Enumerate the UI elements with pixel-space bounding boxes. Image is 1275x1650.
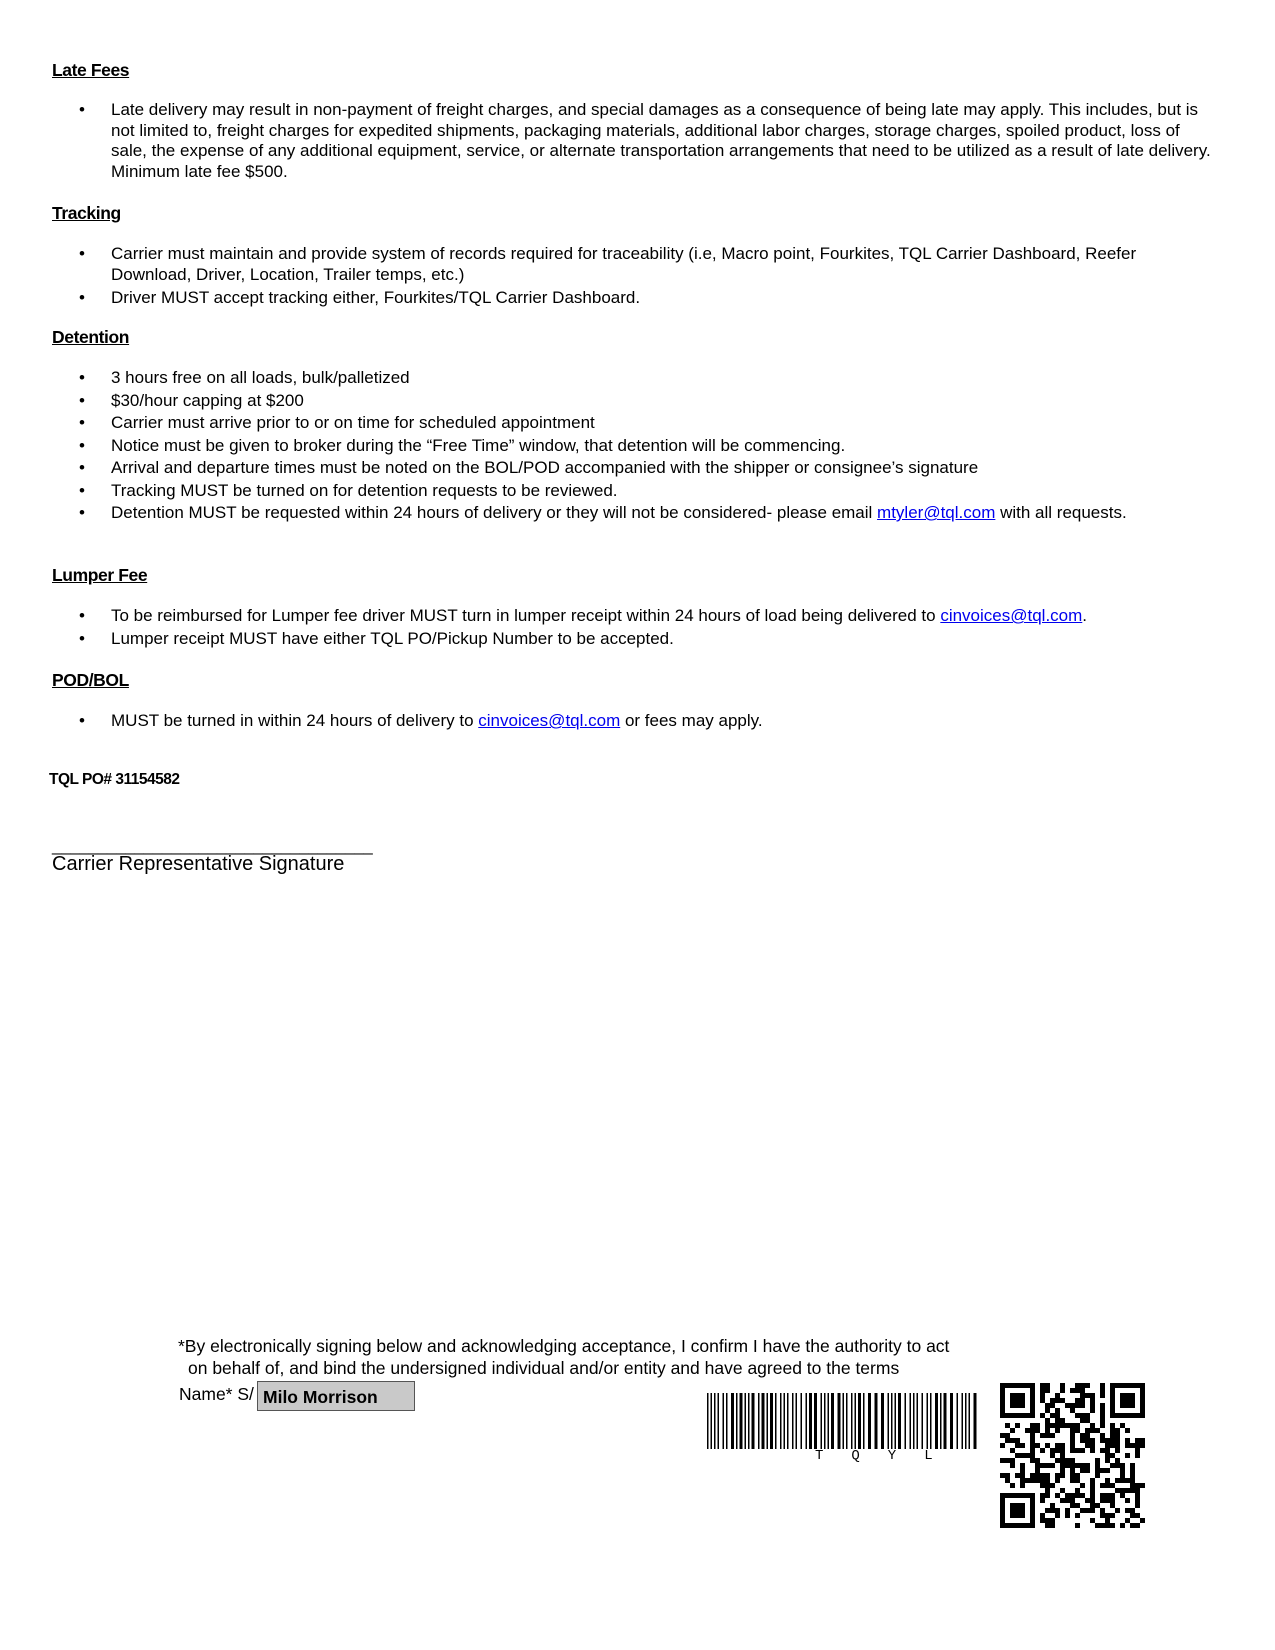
list-item [52,367,1212,388]
bullet-icon: • [79,480,85,500]
tracking-list [52,243,1212,308]
late-fees-text: Late delivery may result in non-payment of freight charges, and special damages as a consequence of being late may apply. This includes, but is not limited to, freight charges for expedited shipments, packaging materials, additional labor charges, storage charges, spoiled product, loss of sale, the expense of any additional equipment, service, or alternate transportation arrangements that need to be utilized as a result of late delivery. Minimum late fee $500. [111,100,1211,181]
signature-line: ___________________________________ [52,836,373,855]
pod-bol-section [52,670,1212,733]
lumper-fee-list [52,605,1212,649]
detention-item: Tracking MUST be turned on for detention requests to be reviewed. [111,480,618,500]
name-input[interactable]: Milo Morrison [257,1381,415,1411]
list-item [52,605,1212,626]
detention-item: 3 hours free on all loads, bulk/palletized [111,368,410,387]
detention-item: $30/hour capping at $200 [111,390,304,410]
list-item [52,480,1212,501]
list-item [52,412,1212,433]
tracking-section [52,203,1212,309]
pod-bol-heading: POD/BOL [52,670,129,690]
lumper-item: Lumper receipt MUST have either TQL PO/Pickup Number to be accepted. [111,628,674,648]
name-label: Name* S/ [179,1384,254,1404]
barcode-icon [707,1393,979,1449]
tracking-item: Carrier must maintain and provide system of records required for traceability (i.e, Macro point, Fourkites, TQL Carrier Dashboard, Reefer Download, Driver, Location, Trailer temps, etc.) [111,244,1137,284]
bullet-icon: • [79,503,85,522]
email-link-cinvoices[interactable]: cinvoices@tql.com [940,606,1083,625]
lumper-item-text-end: . [1082,606,1088,625]
email-link-mtyler[interactable]: mtyler@tql.com [877,503,996,522]
bullet-icon: • [79,606,85,625]
qr-code-icon [1000,1383,1145,1528]
lumper-fee-heading: Lumper Fee [52,565,148,585]
detention-list [52,367,1212,523]
bullet-icon: • [79,628,85,648]
detention-item: Arrival and departure times must be noted on the BOL/POD accompanied with the shipper or consignee’s signature [111,458,979,477]
detention-item: Notice must be given to broker during the “Free Time” window, that detention will be commencing. [111,435,846,455]
list-item [52,243,1212,285]
po-number: TQL PO# 31154582 [49,771,180,788]
disclaimer [178,1335,949,1379]
bullet-icon: • [79,711,85,730]
list-item [52,710,1212,731]
disclaimer-line-2: on behalf of, and bind the undersigned individual and/or entity and have agreed to the terms [188,1358,900,1378]
email-link-cinvoices[interactable]: cinvoices@tql.com [478,711,621,730]
bullet-icon: • [79,435,85,455]
lumper-fee-section [52,565,1212,650]
signature-label: Carrier Representative Signature [52,853,345,875]
bullet-icon: • [79,244,85,263]
list-item [52,390,1212,411]
list-item [52,435,1212,456]
bullet-icon: • [79,413,85,432]
detention-item: Carrier must arrive prior to or on time for scheduled appointment [111,413,595,432]
detention-section [52,327,1212,525]
list-item [52,502,1212,523]
detention-item-text-end: with all requests. [995,503,1127,522]
pod-item-text: MUST be turned in within 24 hours of delivery to [111,711,479,730]
bullet-icon: • [79,287,85,307]
detention-heading: Detention [52,327,130,347]
barcode-text: TQYL [815,1448,961,1464]
lumper-item-text: To be reimbursed for Lumper fee driver MUST turn in lumper receipt within 24 hours of load being delivered to [111,606,941,625]
list-item [52,100,1212,182]
late-fees-heading: Late Fees [52,60,130,80]
tracking-heading: Tracking [52,203,121,223]
pod-item-text-end: or fees may apply. [620,711,763,730]
disclaimer-line-1: *By electronically signing below and acknowledging acceptance, I confirm I have the authority to act [178,1336,950,1356]
late-fees-section [52,60,1212,184]
bullet-icon: • [79,390,85,410]
bullet-icon: • [79,368,85,387]
late-fees-list [52,100,1212,182]
list-item [52,287,1212,308]
tracking-item: Driver MUST accept tracking either, Fourkites/TQL Carrier Dashboard. [111,287,641,307]
list-item [52,628,1212,649]
bullet-icon: • [79,458,85,477]
bullet-icon: • [79,100,85,119]
list-item [52,457,1212,478]
detention-item-text: Detention MUST be requested within 24 hours of delivery or they will not be considered- please email [111,503,878,522]
pod-bol-list [52,710,1212,731]
